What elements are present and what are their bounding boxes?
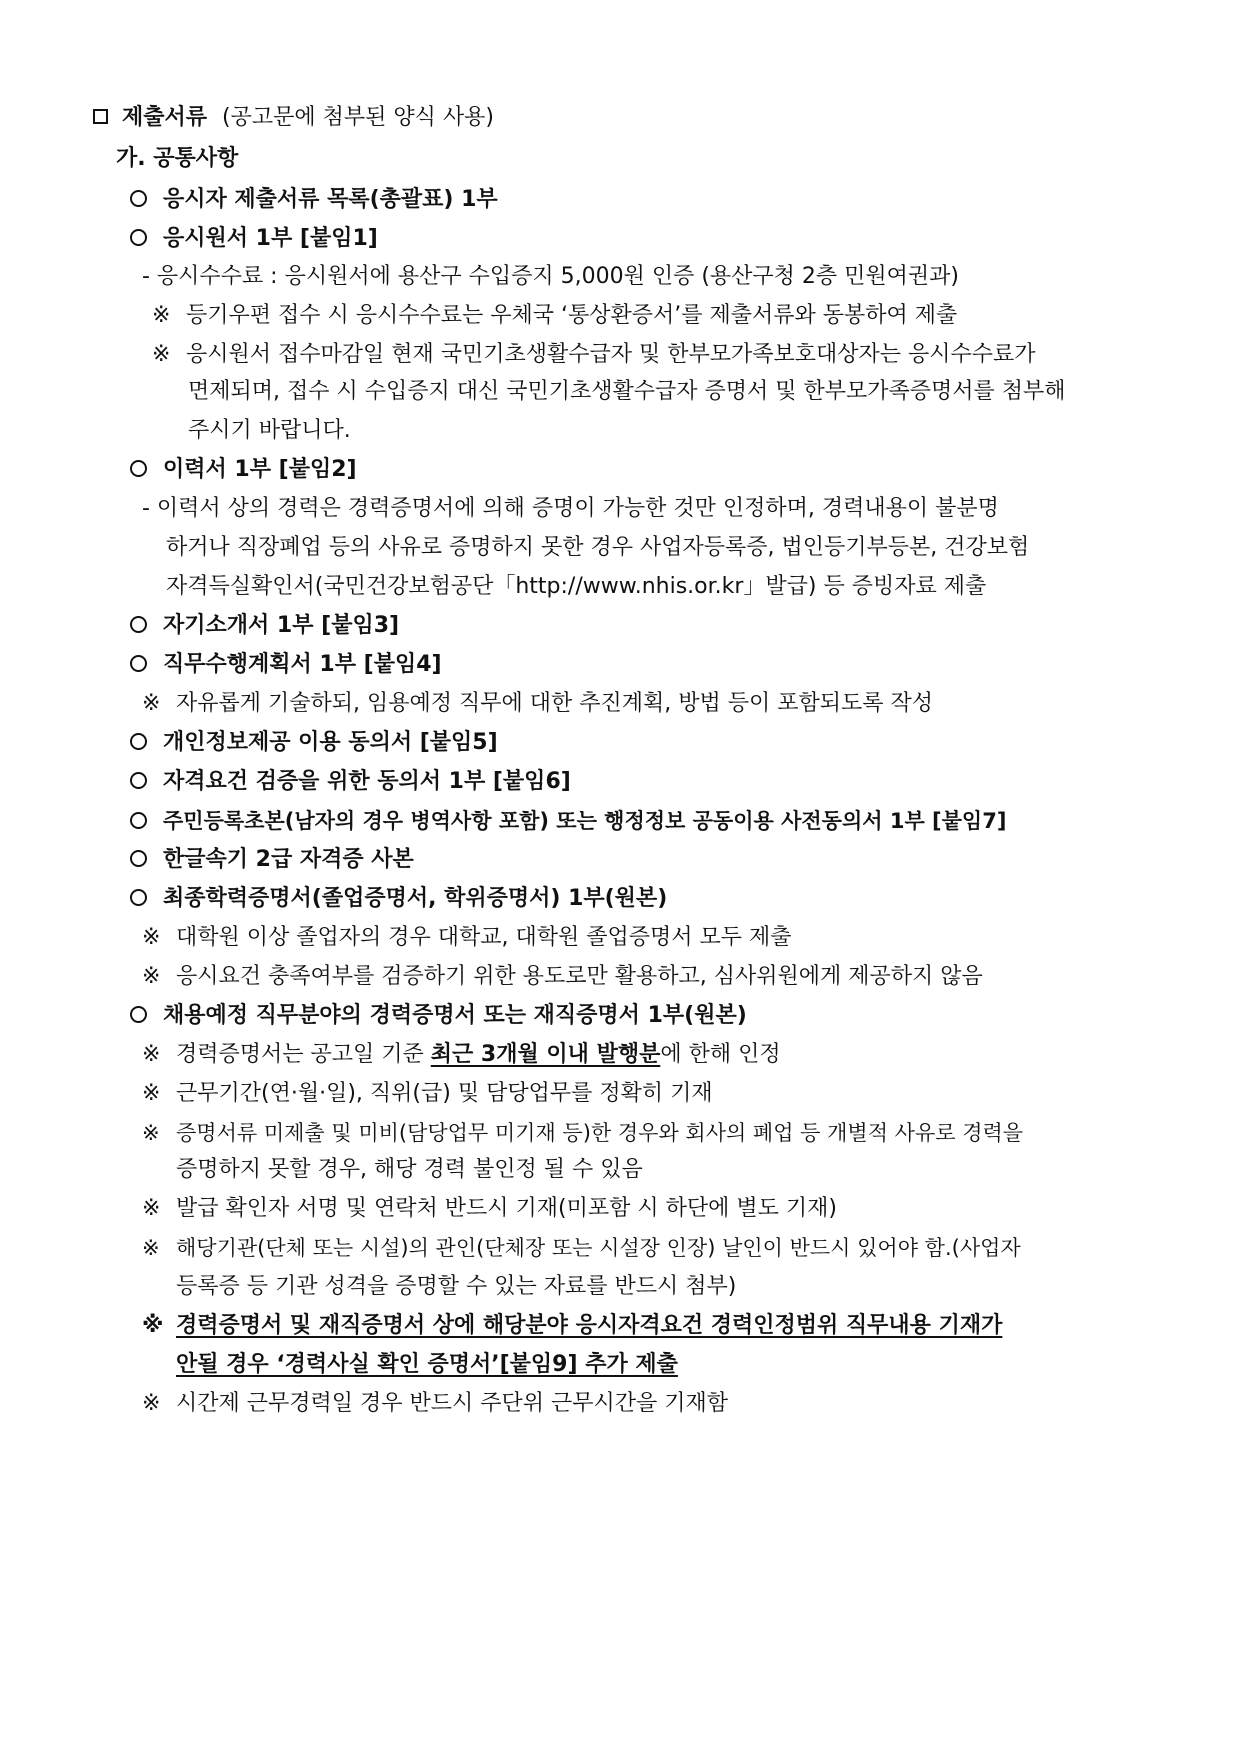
reference-mark: ※ bbox=[142, 1236, 160, 1260]
reference-mark: ※ bbox=[152, 303, 171, 328]
circle-bullet-icon bbox=[130, 655, 147, 672]
circle-bullet-icon bbox=[130, 190, 147, 207]
list-item bbox=[130, 224, 1130, 254]
note-text: 자유롭게 기술하되, 임용예정 직무에 대한 추진계획, 방법 등이 포함되도록 작성 bbox=[176, 691, 933, 716]
note-text-cont: 주시기 바랍니다. bbox=[188, 418, 351, 443]
note-text-cont: 면제되며, 접수 시 수입증지 대신 국민기초생활수급자 증명서 및 한부모가족증명서를 첨부해 bbox=[188, 379, 1066, 404]
note-text: 해당기관(단체 또는 시설)의 관인(단체장 또는 시설장 인장) 날인이 반드시 있어야 함.(사업자 bbox=[176, 1236, 1021, 1260]
note-line bbox=[152, 340, 1102, 370]
note-line-emphasis bbox=[142, 1311, 1092, 1341]
reference-mark: ※ bbox=[142, 1391, 161, 1416]
list-item bbox=[130, 728, 1130, 758]
reference-mark: ※ bbox=[142, 1042, 161, 1067]
note-text: 에 한해 인정 bbox=[660, 1042, 781, 1067]
circle-bullet-icon bbox=[130, 1006, 147, 1023]
item-text: 채용예정 직무분야의 경력증명서 또는 재직증명서 1부(원본) bbox=[163, 1003, 747, 1028]
item-text: 응시원서 1부 [붙임1] bbox=[163, 226, 378, 251]
career-line: - 이력서 상의 경력은 경력증명서에 의해 증명이 가능한 것만 인정하며, 경력내용이 불분명 bbox=[142, 496, 999, 521]
note-line bbox=[142, 962, 1092, 992]
fee-line: - 응시수수료 : 응시원서에 용산구 수입증지 5,000원 인증 (용산구청 2층 민원여권과) bbox=[142, 264, 959, 289]
note-text: 대학원 이상 졸업자의 경우 대학교, 대학원 졸업증명서 모두 제출 bbox=[176, 925, 792, 950]
note-line bbox=[152, 301, 1102, 331]
list-item bbox=[130, 650, 1130, 680]
circle-bullet-icon bbox=[130, 812, 147, 829]
circle-bullet-icon bbox=[130, 733, 147, 750]
reference-mark: ※ bbox=[152, 342, 171, 367]
item-text: 자격요건 검증을 위한 동의서 1부 [붙임6] bbox=[163, 769, 571, 794]
item-text: 응시자 제출서류 목록(총괄표) 1부 bbox=[163, 187, 498, 212]
note-line bbox=[142, 1040, 1092, 1070]
circle-bullet-icon bbox=[130, 229, 147, 246]
circle-bullet-icon bbox=[130, 460, 147, 477]
item-text: 최종학력증명서(졸업증명서, 학위증명서) 1부(원본) bbox=[163, 886, 668, 911]
reference-mark: ※ bbox=[142, 964, 161, 989]
note-text-cont: 증명하지 못할 경우, 해당 경력 불인정 될 수 있음 bbox=[176, 1157, 643, 1182]
note-emphasis: 안될 경우 ‘경력사실 확인 증명서’[붙임9] 추가 제출 bbox=[176, 1352, 678, 1377]
note-text: 근무기간(연·월·일), 직위(급) 및 담당업무를 정확히 기재 bbox=[176, 1081, 713, 1106]
item-text: 개인정보제공 이용 동의서 [붙임5] bbox=[163, 730, 498, 755]
note-emphasis: 최근 3개월 이내 발행분 bbox=[430, 1042, 661, 1067]
item-text: 이력서 1부 [붙임2] bbox=[163, 457, 357, 482]
section-note: (공고문에 첨부된 양식 사용) bbox=[222, 105, 494, 130]
note-line bbox=[142, 1079, 1092, 1109]
career-line: 하거나 직장폐업 등의 사유로 증명하지 못한 경우 사업자등록증, 법인등기부등본, 건강보험 bbox=[166, 535, 1030, 560]
circle-bullet-icon bbox=[130, 616, 147, 633]
note-text: 응시요건 충족여부를 검증하기 위한 용도로만 활용하고, 심사위원에게 제공하지 않음 bbox=[176, 964, 983, 989]
note-emphasis-cont bbox=[176, 1350, 1076, 1380]
item-text: 직무수행계획서 1부 [붙임4] bbox=[163, 652, 442, 677]
circle-bullet-icon bbox=[130, 850, 147, 867]
note-emphasis: 경력증명서 및 재직증명서 상에 해당분야 응시자격요건 경력인정범위 직무내용 기재가 bbox=[176, 1313, 1003, 1338]
item-text: 주민등록초본(남자의 경우 병역사항 포함) 또는 행정정보 공동이용 사전동의서 1부 [붙임7] bbox=[163, 809, 1007, 833]
reference-mark: ※ bbox=[142, 691, 161, 716]
list-item bbox=[130, 806, 1130, 836]
note-text: 발급 확인자 서명 및 연락처 반드시 기재(미포함 시 하단에 별도 기재) bbox=[176, 1196, 837, 1221]
note-text-cont: 등록증 등 기관 성격을 증명할 수 있는 자료를 반드시 첨부) bbox=[176, 1274, 737, 1299]
reference-mark: ※ bbox=[142, 1313, 164, 1338]
note-line bbox=[142, 1233, 1092, 1263]
note-line bbox=[142, 689, 1092, 719]
note-line bbox=[142, 1118, 1092, 1148]
note-line bbox=[142, 923, 1092, 953]
note-text: 증명서류 미제출 및 미비(담당업무 미기재 등)한 경우와 회사의 폐업 등 개별적 사유로 경력을 bbox=[176, 1121, 1024, 1145]
reference-mark: ※ bbox=[142, 1081, 161, 1106]
note-text: 응시원서 접수마감일 현재 국민기초생활수급자 및 한부모가족보호대상자는 응시수수료가 bbox=[186, 342, 1036, 367]
list-item bbox=[130, 455, 1130, 485]
section-title: 제출서류 bbox=[122, 105, 208, 130]
list-item bbox=[130, 185, 1130, 215]
note-text: 시간제 근무경력일 경우 반드시 주단위 근무시간을 기재함 bbox=[176, 1391, 729, 1416]
section-heading bbox=[93, 103, 1143, 133]
list-item bbox=[130, 884, 1130, 914]
circle-bullet-icon bbox=[130, 889, 147, 906]
item-text: 한글속기 2급 자격증 사본 bbox=[163, 847, 414, 872]
circle-bullet-icon bbox=[130, 772, 147, 789]
note-line bbox=[142, 1194, 1092, 1224]
item-text: 자기소개서 1부 [붙임3] bbox=[163, 613, 400, 638]
reference-mark: ※ bbox=[142, 1121, 160, 1145]
square-bullet-icon bbox=[93, 109, 108, 124]
list-item bbox=[130, 611, 1130, 641]
sub-heading: 가. 공통사항 bbox=[116, 146, 239, 171]
note-line bbox=[142, 1389, 1092, 1419]
list-item bbox=[130, 845, 1130, 875]
reference-mark: ※ bbox=[142, 1196, 161, 1221]
reference-mark: ※ bbox=[142, 925, 161, 950]
list-item bbox=[130, 1001, 1130, 1031]
career-line: 자격득실확인서(국민건강보험공단「http://www.nhis.or.kr」발급) 등 증빙자료 제출 bbox=[166, 574, 987, 599]
note-text: 등기우편 접수 시 응시수수료는 우체국 ‘통상환증서’를 제출서류와 동봉하여 제출 bbox=[186, 303, 958, 328]
note-text: 경력증명서는 공고일 기준 bbox=[176, 1042, 431, 1067]
list-item bbox=[130, 767, 1130, 797]
